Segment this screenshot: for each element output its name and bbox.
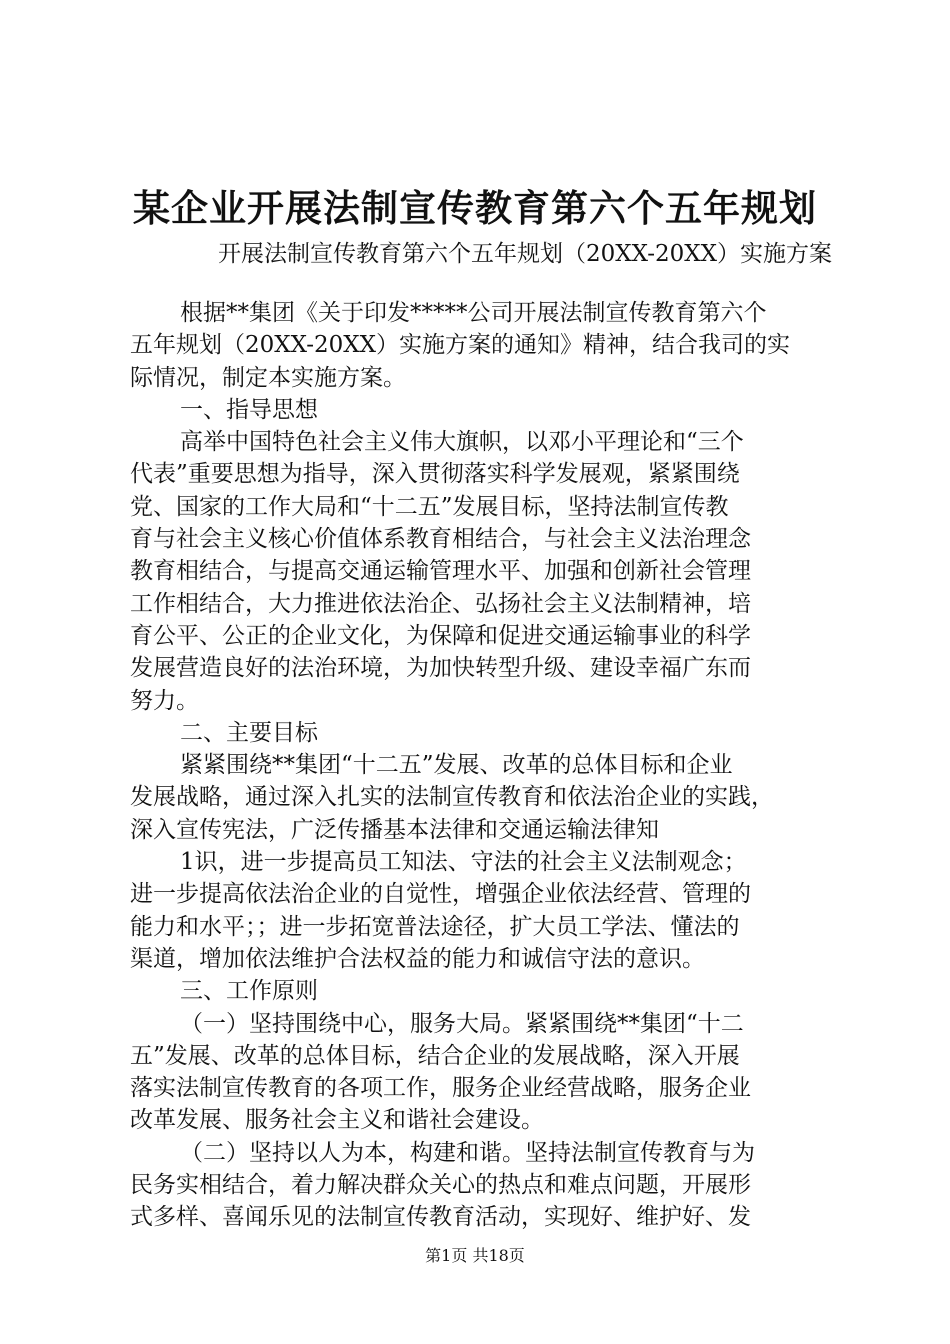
body-line: 高举中国特色社会主义伟大旗帜，以邓小平理论和“三个 (180, 429, 744, 456)
body-line: 能力和水平；；进一步拓宽普法途径，扩大员工学法、懂法的 (130, 913, 740, 940)
body-line: （一）坚持围绕中心，服务大局。紧紧围绕**集团“十二 (180, 1010, 744, 1037)
body-line: 根据**集团《关于印发*****公司开展法制宣传教育第六个 (180, 300, 767, 326)
document-title: 某企业开展法制宣传教育第六个五年规划 (133, 187, 817, 230)
body-line: 代表”重要思想为指导，深入贯彻落实科学发展观，紧紧围绕 (130, 461, 740, 488)
document-body (130, 297, 830, 1234)
body-line: 1识，进一步提高员工知法、守法的社会主义法制观念； (180, 849, 747, 876)
body-line: 际情况，制定本实施方案。 (130, 364, 406, 391)
body-line: 三、工作原则 (180, 978, 318, 1005)
body-line: 努力。 (130, 687, 199, 714)
body-line: 育与社会主义核心价值体系教育相结合，与社会主义法治理念 (130, 526, 751, 553)
document-subtitle: 开展法制宣传教育第六个五年规划（20XX-20XX）实施方案 (218, 241, 832, 267)
body-line: 工作相结合，大力推进依法治企、弘扬社会主义法制精神，培 (130, 590, 751, 617)
body-line: 发展战略，通过深入扎实的法制宣传教育和依法治企业的实践， (130, 784, 774, 811)
body-line: 深入宣传宪法，广泛传播基本法律和交通运输法律知 (130, 816, 659, 843)
body-line: 式多样、喜闻乐见的法制宣传教育活动，实现好、维护好、发 (130, 1204, 751, 1231)
body-line: 民务实相结合，着力解决群众关心的热点和难点问题，开展形 (130, 1172, 751, 1199)
body-line: 育公平、公正的企业文化，为保障和促进交通运输事业的科学 (130, 622, 751, 649)
body-line: 五年规划（20XX-20XX）实施方案的通知》精神，结合我司的实 (130, 332, 790, 359)
body-line: 党、国家的工作大局和“十二五”发展目标，坚持法制宣传教 (130, 493, 729, 520)
body-line: 改革发展、服务社会主义和谐社会建设。 (130, 1107, 544, 1134)
body-line: （二）坚持以人为本，构建和谐。坚持法制宣传教育与为 (180, 1139, 755, 1166)
body-line: 五”发展、改革的总体目标，结合企业的发展战略，深入开展 (130, 1042, 740, 1069)
body-line: 进一步提高依法治企业的自觉性，增强企业依法经营、管理的 (130, 881, 751, 908)
page-footer: 第1页 共18页 (425, 1246, 525, 1265)
body-line: 渠道，增加依法维护合法权益的能力和诚信守法的意识。 (130, 945, 705, 972)
body-line: 二、主要目标 (180, 719, 318, 746)
body-line: 发展营造良好的法治环境，为加快转型升级、建设幸福广东而 (130, 655, 751, 682)
body-line: 紧紧围绕**集团“十二五”发展、改革的总体目标和企业 (180, 752, 733, 779)
body-line: 落实法制宣传教育的各项工作，服务企业经营战略，服务企业 (130, 1075, 751, 1102)
body-line: 教育相结合，与提高交通运输管理水平、加强和创新社会管理 (130, 558, 751, 585)
body-line: 一、指导思想 (180, 396, 318, 423)
